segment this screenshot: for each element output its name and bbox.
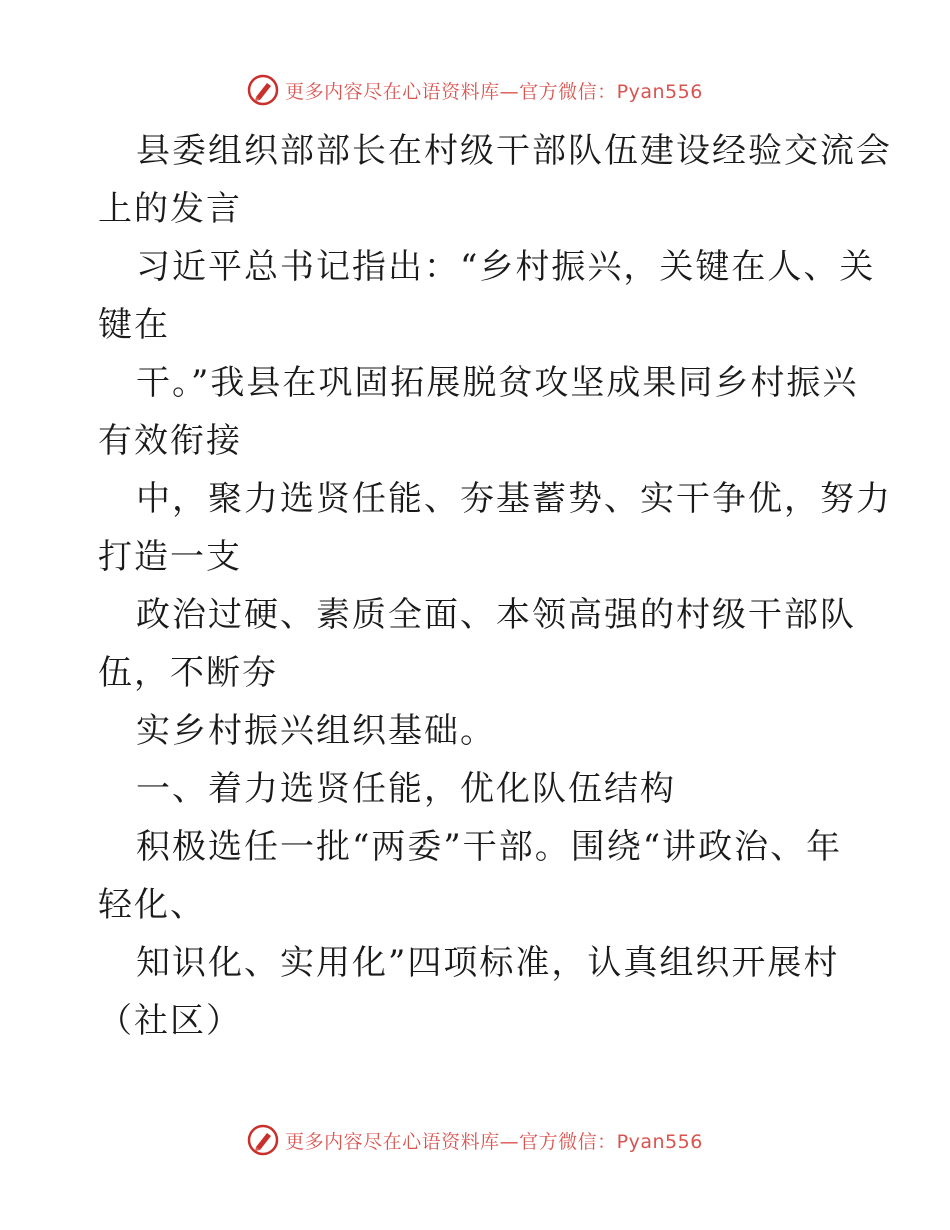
text-line: 一、着力选贤任能，优化队伍结构	[136, 769, 676, 809]
text-line: 习近平总书记指出：“乡村振兴，关键在人、关	[136, 247, 876, 287]
text-line: 干。”我县在巩固拓展脱贫攻坚成果同乡村振兴	[136, 363, 859, 403]
text-line: 伍，不断夯	[98, 653, 278, 693]
text-line: 中，聚力选贤任能、夯基蓄势、实干争优，努力	[136, 479, 892, 519]
document-body	[98, 122, 892, 1050]
text-line: 实乡村振兴组织基础。	[136, 711, 496, 751]
text-line: （社区）	[98, 1001, 242, 1041]
pen-logo-icon	[247, 1124, 279, 1156]
pen-logo-icon	[247, 74, 279, 106]
text-line: 有效衔接	[98, 421, 242, 461]
text-line: 积极选任一批“两委”干部。围绕“讲政治、年	[136, 827, 843, 867]
text-line: 县委组织部部长在村级干部队伍建设经验交流会	[136, 131, 892, 171]
text-line: 键在	[98, 305, 170, 345]
watermark-text: 更多内容尽在心语资料库—官方微信：Pyan556	[285, 80, 703, 103]
text-line: 打造一支	[98, 537, 242, 577]
watermark-header	[0, 70, 950, 110]
text-line: 上的发言	[98, 189, 242, 229]
text-line: 轻化、	[98, 885, 206, 925]
text-line: 知识化、实用化”四项标准，认真组织开展村	[136, 943, 840, 983]
watermark-text: 更多内容尽在心语资料库—官方微信：Pyan556	[285, 1130, 703, 1153]
text-line: 政治过硬、素质全面、本领高强的村级干部队	[136, 595, 856, 635]
watermark-footer	[0, 1120, 950, 1160]
